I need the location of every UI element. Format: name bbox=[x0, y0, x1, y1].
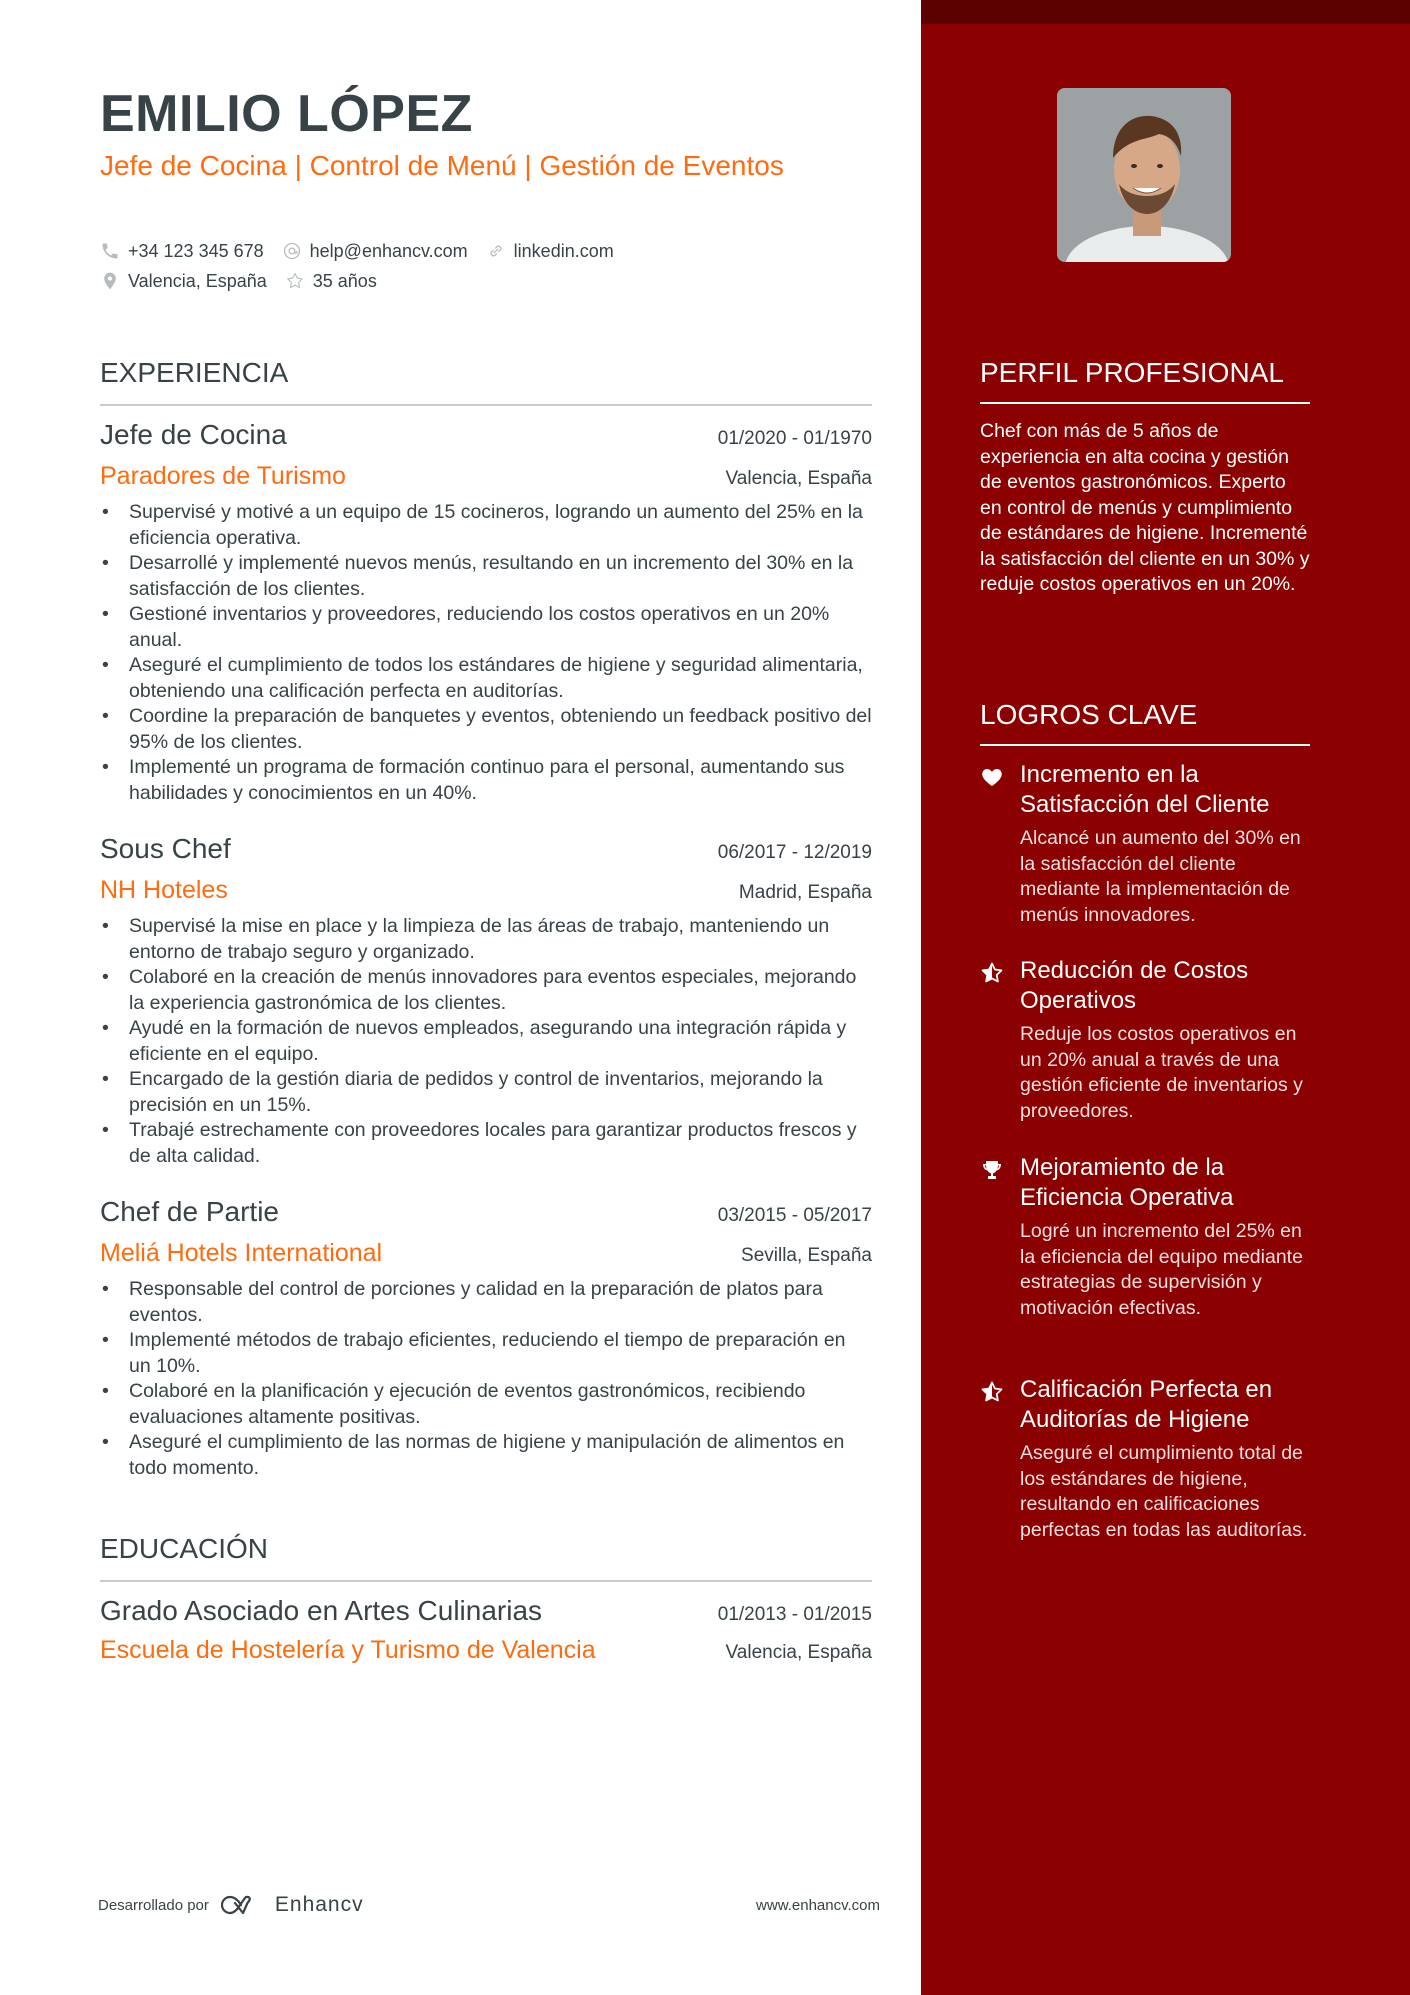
achievement-desc: Alcancé un aumento del 30% en la satisfacción del cliente mediante la implementación de menús innovadores. bbox=[1020, 827, 1301, 926]
bullet-item: • Implementé métodos de trabajo eficientes, reduciendo el tiempo de preparación en un 10%. bbox=[100, 1328, 872, 1379]
achievement-desc: Logré un incremento del 25% en la eficiencia del equipo mediante estrategias de supervisión y motivación efectivas. bbox=[1020, 1220, 1303, 1319]
phone-icon bbox=[100, 241, 120, 261]
achievement-item bbox=[980, 760, 1312, 928]
achievement-item bbox=[980, 1153, 1312, 1321]
job-location: Valencia, España bbox=[725, 468, 872, 489]
bullet-item: • Encargado de la gestión diaria de pedidos y control de inventarios, mejorando la precisión en un 15%. bbox=[100, 1067, 872, 1118]
job-title: Jefe de Cocina bbox=[100, 419, 287, 450]
contact-age bbox=[285, 269, 377, 293]
experience-entry bbox=[100, 418, 872, 806]
headline: Jefe de Cocina | Control de Menú | Gestión de Eventos bbox=[100, 150, 784, 181]
bullet-list bbox=[100, 500, 872, 806]
footer bbox=[98, 1893, 880, 1917]
bullet-item: • Trabajé estrechamente con proveedores locales para garantizar productos frescos y de alta calidad. bbox=[100, 1118, 872, 1169]
degree-title: Grado Asociado en Artes Culinarias bbox=[100, 1595, 543, 1626]
achievement-item bbox=[980, 956, 1312, 1124]
job-location: Madrid, España bbox=[738, 882, 872, 903]
achievement-title: Incremento en la Satisfacción del Cliente bbox=[1020, 761, 1270, 818]
phone-text: +34 123 345 678 bbox=[128, 240, 264, 261]
achievement-desc: Reduje los costos operativos en un 20% anual a través de una gestión eficiente de inventarios y proveedores. bbox=[1020, 1023, 1303, 1122]
bullet-item: • Desarrollé y implementé nuevos menús, resultando en un incremento del 30% en la satisfacción de los clientes. bbox=[100, 551, 872, 602]
school-name: Escuela de Hostelería y Turismo de Valencia bbox=[100, 1636, 596, 1664]
contact-phone bbox=[100, 239, 264, 263]
bullet-item: • Implementé un programa de formación continuo para el personal, aumentando sus habilidades y conocimientos en un 40%. bbox=[100, 755, 872, 806]
bullet-item: • Supervisé la mise en place y la limpieza de las áreas de trabajo, manteniendo un entorno de trabajo seguro y organizado. bbox=[100, 914, 872, 965]
job-location: Sevilla, España bbox=[741, 1245, 872, 1266]
bullet-item: • Gestioné inventarios y proveedores, reduciendo los costos operativos en un 20% anual. bbox=[100, 602, 872, 653]
company-name: Meliá Hotels International bbox=[100, 1239, 383, 1267]
job-dates: 06/2017 - 12/2019 bbox=[717, 842, 872, 863]
profile-summary: Chef con más de 5 años de experiencia en alta cocina y gestión de eventos gastronómicos. Experto en control de menús y cumplimiento de estándares de higiene. Incrementé la satisfacción del cliente en un 30% y reduje costos operativos en un 20%. bbox=[980, 420, 1310, 595]
bullet-item: • Ayudé en la formación de nuevos empleados, asegurando una integración rápida y eficiente en el equipo. bbox=[100, 1016, 872, 1067]
experience-entry bbox=[100, 1195, 872, 1481]
profile-photo bbox=[1057, 88, 1231, 262]
heart-icon bbox=[980, 760, 1020, 928]
job-title: Sous Chef bbox=[100, 833, 231, 864]
link-icon bbox=[486, 241, 506, 261]
email-link[interactable]: help@enhancv.com bbox=[309, 240, 468, 261]
star-icon bbox=[285, 271, 305, 291]
enhancv-logo-icon bbox=[221, 1893, 267, 1917]
education-location: Valencia, España bbox=[725, 1642, 872, 1663]
website-link[interactable]: www.enhancv.com bbox=[756, 1896, 880, 1914]
bullet-item: • Colaboré en la planificación y ejecución de eventos gastronómicos, recibiendo evaluaciones altamente positivas. bbox=[100, 1379, 872, 1430]
bullet-item: • Supervisé y motivé a un equipo de 15 cocineros, logrando un aumento del 25% en la eficiencia operativa. bbox=[100, 500, 872, 551]
linkedin-link[interactable]: linkedin.com bbox=[513, 240, 614, 261]
education-dates: 01/2013 - 01/2015 bbox=[717, 1604, 872, 1625]
section-title-education: EDUCACIÓN bbox=[100, 1532, 872, 1582]
experience-entry bbox=[100, 832, 872, 1169]
job-dates: 03/2015 - 05/2017 bbox=[717, 1205, 872, 1226]
achievement-title: Calificación Perfecta en Auditorías de Higiene bbox=[1020, 1376, 1273, 1433]
section-title-profile: PERFIL PROFESIONAL bbox=[980, 356, 1310, 404]
half-star-icon bbox=[980, 1375, 1020, 1543]
bullet-list bbox=[100, 1277, 872, 1481]
bullet-item: • Aseguré el cumplimiento de todos los estándares de higiene y seguridad alimentaria, obteniendo una calificación perfecta en auditorías. bbox=[100, 653, 872, 704]
bullet-item: • Colaboré en la creación de menús innovadores para eventos especiales, mejorando la experiencia gastronómica de los clientes. bbox=[100, 965, 872, 1016]
achievement-title: Mejoramiento de la Eficiencia Operativa bbox=[1020, 1154, 1234, 1211]
sidebar bbox=[921, 0, 1410, 1995]
half-star-icon bbox=[980, 956, 1020, 1124]
bullet-item: • Responsable del control de porciones y calidad en la preparación de platos para eventos. bbox=[100, 1277, 872, 1328]
contact-row bbox=[100, 239, 632, 263]
achievement-item bbox=[980, 1375, 1312, 1543]
trophy-icon bbox=[980, 1153, 1020, 1321]
powered-by-label: Desarrollado por bbox=[98, 1896, 209, 1914]
sidebar-top-band bbox=[921, 0, 1410, 24]
section-title-experience: EXPERIENCIA bbox=[100, 356, 872, 406]
age-text: 35 años bbox=[312, 270, 377, 291]
contact-row bbox=[100, 269, 395, 293]
achievement-title: Reducción de Costos Operativos bbox=[1020, 957, 1249, 1014]
contact-linkedin[interactable] bbox=[486, 239, 614, 263]
contact-email[interactable] bbox=[282, 239, 468, 263]
bullet-item: • Coordine la preparación de banquetes y eventos, obteniendo un feedback positivo del 95% de los clientes. bbox=[100, 704, 872, 755]
bullet-list bbox=[100, 914, 872, 1169]
achievement-desc: Aseguré el cumplimiento total de los estándares de higiene, resultando en calificaciones perfectas en todas las auditorías. bbox=[1020, 1442, 1308, 1541]
company-name: NH Hoteles bbox=[100, 876, 228, 904]
candidate-name: EMILIO LÓPEZ bbox=[100, 85, 473, 143]
at-icon bbox=[282, 241, 302, 261]
contact-location bbox=[100, 269, 267, 293]
location-text: Valencia, España bbox=[128, 270, 267, 291]
education-entry bbox=[100, 1594, 872, 1666]
enhancv-logo[interactable] bbox=[221, 1893, 364, 1917]
job-title: Chef de Partie bbox=[100, 1196, 279, 1227]
job-dates: 01/2020 - 01/1970 bbox=[717, 428, 872, 449]
bullet-item: • Aseguré el cumplimiento de las normas de higiene y manipulación de alimentos en todo momento. bbox=[100, 1430, 872, 1481]
company-name: Paradores de Turismo bbox=[100, 462, 346, 490]
location-pin-icon bbox=[100, 271, 120, 291]
brand-name: Enhancv bbox=[274, 1893, 364, 1916]
section-title-achievements: LOGROS CLAVE bbox=[980, 698, 1310, 746]
